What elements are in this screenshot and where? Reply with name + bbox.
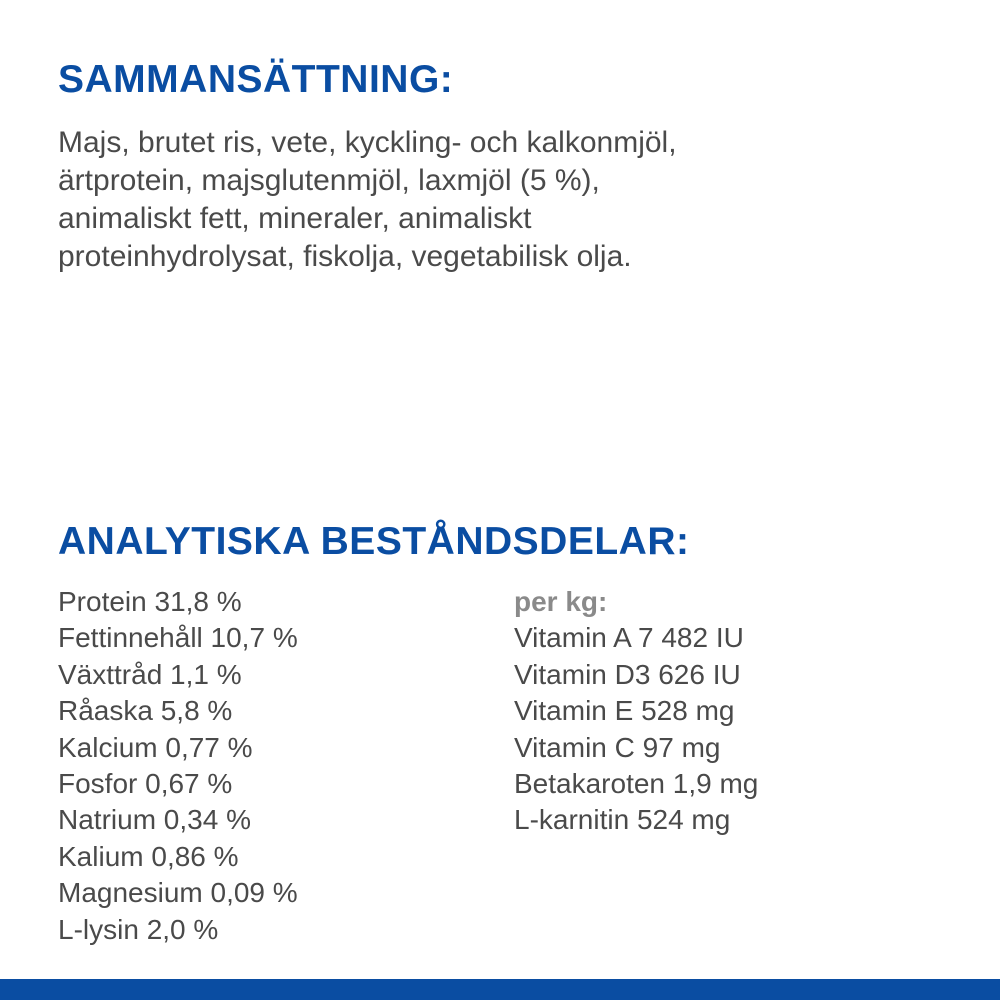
constituent-item: Växttråd 1,1 % xyxy=(58,658,242,690)
per-kg-label: per kg: xyxy=(514,586,608,617)
constituent-item: Kalium 0,86 % xyxy=(58,840,239,872)
composition-text xyxy=(58,124,958,276)
vitamin-item: Betakaroten 1,9 mg xyxy=(514,768,759,800)
vitamin-item: L-karnitin 524 mg xyxy=(514,804,731,836)
composition-line: ärtprotein, majsglutenmjöl, laxmjöl (5 %), xyxy=(58,164,600,197)
constituent-item: Fosfor 0,67 % xyxy=(58,768,233,800)
constituent-item: Fettinnehåll 10,7 % xyxy=(58,622,298,654)
constituents-list xyxy=(58,584,298,948)
composition-line: proteinhydrolysat, fiskolja, vegetabilisk olja. xyxy=(58,240,632,273)
composition-line: animaliskt fett, mineraler, animaliskt xyxy=(58,202,532,235)
constituent-item: Natrium 0,34 % xyxy=(58,804,251,836)
bottom-accent-bar xyxy=(0,979,1000,1000)
constituent-item: Råaska 5,8 % xyxy=(58,695,233,727)
vitamin-item: Vitamin D3 626 IU xyxy=(514,658,741,690)
constituent-item: L-lysin 2,0 % xyxy=(58,913,219,945)
vitamin-item: Vitamin A 7 482 IU xyxy=(514,622,744,654)
vitamin-item: Vitamin E 528 mg xyxy=(514,695,735,727)
analytical-constituents-heading: ANALYTISKA BESTÅNDSDELAR: xyxy=(58,520,690,563)
composition-heading: SAMMANSÄTTNING: xyxy=(58,58,454,101)
constituent-item: Protein 31,8 % xyxy=(58,586,242,617)
composition-line: Majs, brutet ris, vete, kyckling- och kalkonmjöl, xyxy=(58,126,677,159)
constituent-item: Magnesium 0,09 % xyxy=(58,877,298,909)
vitamins-block xyxy=(514,584,758,839)
constituent-item: Kalcium 0,77 % xyxy=(58,731,253,763)
vitamin-item: Vitamin C 97 mg xyxy=(514,731,721,763)
vitamins-list xyxy=(514,620,758,838)
